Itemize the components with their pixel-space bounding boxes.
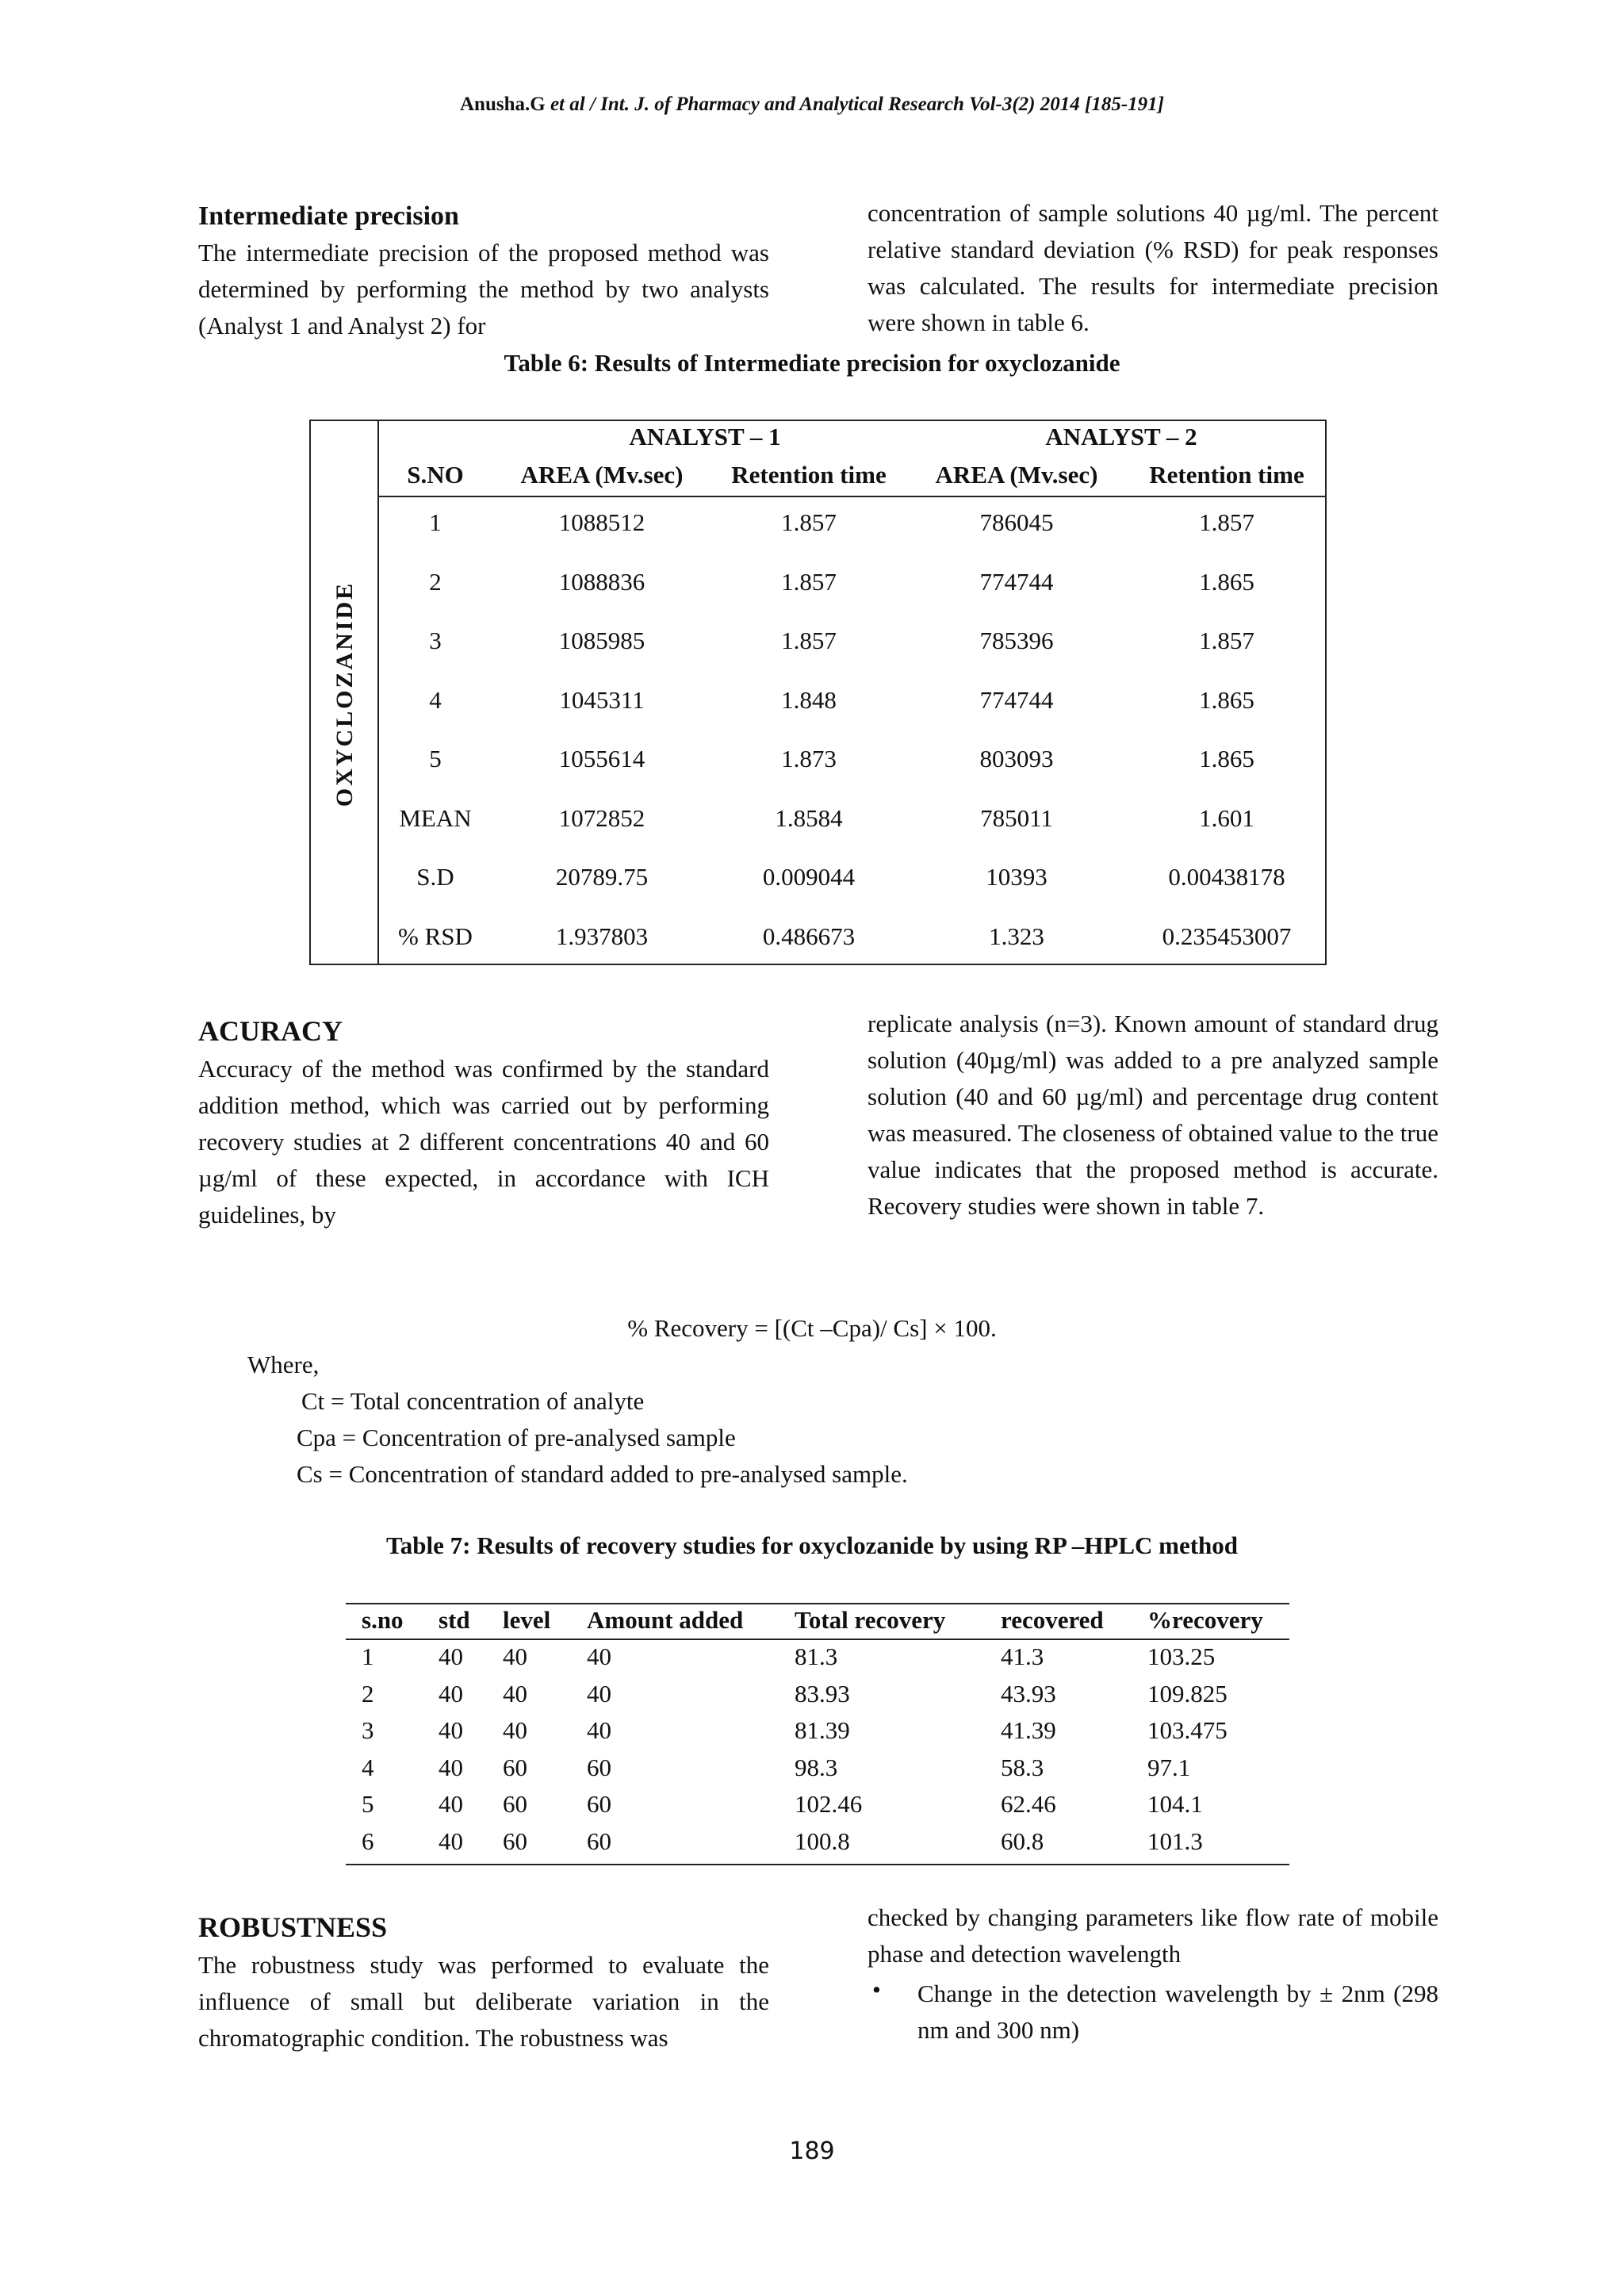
- table7-cell: 60: [587, 1753, 611, 1781]
- table6-cell: 1.857: [1199, 627, 1254, 654]
- table7-cell: 58.3: [1001, 1753, 1044, 1781]
- bullet-marker: •: [872, 1976, 881, 2003]
- table6-cell: 4: [429, 685, 442, 714]
- table6-cell: 1088836: [558, 567, 645, 596]
- table6-cell: 1055614: [558, 745, 645, 772]
- table7-column-header: %recovery: [1147, 1606, 1263, 1634]
- table6-cell: 0.009044: [762, 863, 856, 891]
- table6-cell: 1.8584: [775, 803, 843, 832]
- table7-cell: 60: [503, 1753, 527, 1781]
- table6-column-header: AREA (Mv.sec): [520, 461, 684, 489]
- table6-cell: 1072852: [558, 803, 645, 832]
- table7-cell: 81.39: [795, 1716, 850, 1744]
- table6-cell: 785396: [979, 627, 1054, 654]
- table7-cell: 40: [439, 1826, 463, 1855]
- table7-column-header: recovered: [1001, 1606, 1104, 1634]
- table6-cell: 1.865: [1199, 567, 1254, 596]
- table7-caption: Table 7: Results of recovery studies for oxyclozanide by using RP –HPLC method: [385, 1531, 1239, 1559]
- table6-cell: 2: [429, 567, 442, 596]
- table6-cell: 1085985: [558, 627, 645, 654]
- header-journal: / Int. J. of Pharmacy and Analytical Research Vol-3(2) 2014 [185-191]: [589, 94, 1164, 115]
- accuracy-left-text: Accuracy of the method was confirmed by the standard addition method, which was carried out by performing recovery studies at 2 different concentrations 40 and 60 µg/ml of these expected, in accordance with ICH guidelines, by: [198, 1055, 769, 1228]
- table6-cell: MEAN: [399, 803, 472, 832]
- table6-cell: 0.486673: [762, 922, 856, 950]
- table6-cell: 1.857: [781, 508, 837, 536]
- table6-cell: 803093: [979, 745, 1054, 772]
- table7-cell: 40: [587, 1679, 611, 1708]
- recovery-equation: % Recovery = [(Ct –Cpa)/ Cs] × 100.: [627, 1314, 997, 1342]
- table6-cell: 774744: [979, 567, 1054, 596]
- table7-cell: 40: [439, 1679, 463, 1708]
- page-number: 189: [789, 2137, 835, 2165]
- table7-cell: 60: [587, 1790, 611, 1818]
- intermediate-left-column: [198, 198, 769, 344]
- table6-side-label: OXYCLOZANIDE: [331, 581, 358, 807]
- table6-cell: 1.865: [1199, 745, 1254, 772]
- table6: [309, 420, 1327, 965]
- robustness-left-text: The robustness study was performed to evaluate the influence of small but deliberate variation in the chromatographic condition. The robustness was: [198, 1951, 769, 2052]
- table7-cell: 103.475: [1147, 1716, 1228, 1744]
- table6-analyst2-header: ANALYST – 2: [1045, 423, 1197, 450]
- table7-bottom-rule: [346, 1864, 1289, 1865]
- table7-cell: 40: [439, 1790, 463, 1818]
- table7-cell: 40: [503, 1642, 527, 1670]
- intermediate-heading: Intermediate precision: [198, 201, 459, 231]
- robustness-right-column: [868, 1899, 1438, 1972]
- table7-cell: 81.3: [795, 1642, 838, 1670]
- table7-cell: 98.3: [795, 1753, 838, 1781]
- table7-cell: 40: [587, 1716, 611, 1744]
- table6-cell: 785011: [980, 803, 1053, 832]
- table6-analyst1-header: ANALYST – 1: [629, 423, 781, 450]
- table6-header-rule: [379, 496, 1325, 497]
- accuracy-right-text: replicate analysis (n=3). Known amount of standard drug solution (40µg/ml) was added to a pre analyzed sample solution (40 and 60 µg/ml) and percentage drug content was measured. The closeness of obtained value to the true value indicates that the proposed method is accurate. Recovery studies were shown in table 7.: [868, 1010, 1438, 1220]
- table6-cell: 1088512: [558, 508, 645, 536]
- table7-cell: 102.46: [795, 1790, 863, 1818]
- table6-cell: 1.937803: [555, 922, 649, 950]
- intermediate-right-text: concentration of sample solutions 40 µg/ml. The percent relative standard deviation (% RSD) for peak responses was calculated. The results for intermediate precision were shown in table 6.: [868, 199, 1438, 336]
- table7-cell: 6: [362, 1826, 374, 1855]
- table7-header-rule: [346, 1639, 1289, 1640]
- header-author: Anusha.G: [459, 94, 546, 115]
- intermediate-right-column: [868, 195, 1438, 341]
- table7-column-header: level: [503, 1606, 551, 1634]
- table7-cell: 97.1: [1147, 1753, 1191, 1781]
- table6-cell: 1.323: [989, 922, 1044, 950]
- robustness-left-column: [198, 1907, 769, 2056]
- table6-cell: 3: [429, 627, 442, 654]
- formula-where: Where,: [247, 1351, 320, 1378]
- table6-column-header: AREA (Mv.sec): [935, 461, 1098, 489]
- table7-top-rule: [346, 1603, 1289, 1604]
- header-etal: et al: [550, 94, 585, 115]
- table6-cell: 0.235453007: [1162, 922, 1292, 950]
- table6-cell: S.D: [416, 863, 454, 891]
- table6-cell: 1.857: [781, 627, 837, 654]
- table7-cell: 104.1: [1147, 1790, 1203, 1818]
- table7-cell: 40: [439, 1753, 463, 1781]
- table6-cell: 1.601: [1199, 803, 1254, 832]
- table7-cell: 60: [587, 1826, 611, 1855]
- accuracy-left-column: [198, 1011, 769, 1233]
- table7-cell: 40: [503, 1716, 527, 1744]
- table7-cell: 40: [439, 1716, 463, 1744]
- formula-ct: Ct = Total concentration of analyte: [301, 1387, 645, 1415]
- robustness-bullet-text: Change in the detection wavelength by ± 2nm (298 nm and 300 nm): [917, 1980, 1438, 2044]
- table7-cell: 41.3: [1001, 1642, 1044, 1670]
- formula-cs: Cs = Concentration of standard added to pre-analysed sample.: [297, 1460, 908, 1488]
- table7-cell: 103.25: [1147, 1642, 1216, 1670]
- table6-cell: 1.865: [1199, 685, 1254, 714]
- table7-cell: 2: [362, 1679, 374, 1708]
- table7-cell: 40: [503, 1679, 527, 1708]
- table6-cell: 0.00438178: [1168, 863, 1285, 891]
- table7-column-header: std: [439, 1606, 470, 1634]
- table7-cell: 60.8: [1001, 1826, 1044, 1855]
- table6-column-header: Retention time: [1149, 461, 1304, 489]
- table7-column-header: Amount added: [587, 1606, 744, 1634]
- robustness-right-text: checked by changing parameters like flow rate of mobile phase and detection wavelength: [868, 1903, 1438, 1968]
- table6-column-header: Retention time: [731, 461, 887, 489]
- table7-cell: 40: [439, 1642, 463, 1670]
- accuracy-right-column: [868, 1006, 1438, 1225]
- formula-cpa: Cpa = Concentration of pre-analysed sample: [297, 1424, 736, 1451]
- table7-column-header: Total recovery: [795, 1606, 946, 1634]
- table6-cell: 1045311: [559, 685, 645, 714]
- table6-cell: 1.857: [781, 567, 837, 596]
- table6-cell: 1.873: [781, 745, 837, 772]
- table6-cell: 1: [429, 508, 442, 536]
- table6-column-header: S.NO: [407, 461, 464, 489]
- table7-cell: 62.46: [1001, 1790, 1056, 1818]
- table7-cell: 5: [362, 1790, 374, 1818]
- table7-cell: 41.39: [1001, 1716, 1056, 1744]
- table7-cell: 1: [362, 1642, 374, 1670]
- table7-column-header: s.no: [362, 1606, 404, 1634]
- intermediate-left-text: The intermediate precision of the proposed method was determined by performing the method by two analysts (Analyst 1 and Analyst 2) for: [198, 239, 769, 339]
- table7-cell: 3: [362, 1716, 374, 1744]
- table6-cell: 20789.75: [555, 863, 649, 891]
- table6-cell: 786045: [979, 508, 1054, 536]
- table6-caption: Table 6: Results of Intermediate precision for oxyclozanide: [504, 349, 1120, 377]
- table7-cell: 100.8: [795, 1826, 850, 1855]
- table7-cell: 40: [587, 1642, 611, 1670]
- running-header: [0, 94, 1624, 116]
- table7-cell: 60: [503, 1826, 527, 1855]
- table7-cell: 83.93: [795, 1679, 850, 1708]
- table7-cell: 4: [362, 1753, 374, 1781]
- table7-cell: 109.825: [1147, 1679, 1228, 1708]
- table6-cell: 1.848: [781, 685, 837, 714]
- accuracy-heading: ACURACY: [198, 1015, 343, 1047]
- robustness-heading: ROBUSTNESS: [198, 1911, 388, 1943]
- table6-cell: 5: [429, 745, 442, 772]
- table7-cell: 43.93: [1001, 1679, 1056, 1708]
- table7-cell: 101.3: [1147, 1826, 1203, 1855]
- table6-cell: 1.857: [1199, 508, 1254, 536]
- table6-side-column: [311, 421, 379, 964]
- table6-cell: % RSD: [398, 922, 473, 950]
- table6-cell: 774744: [979, 685, 1054, 714]
- table6-cell: 10393: [986, 863, 1048, 891]
- table7-cell: 60: [503, 1790, 527, 1818]
